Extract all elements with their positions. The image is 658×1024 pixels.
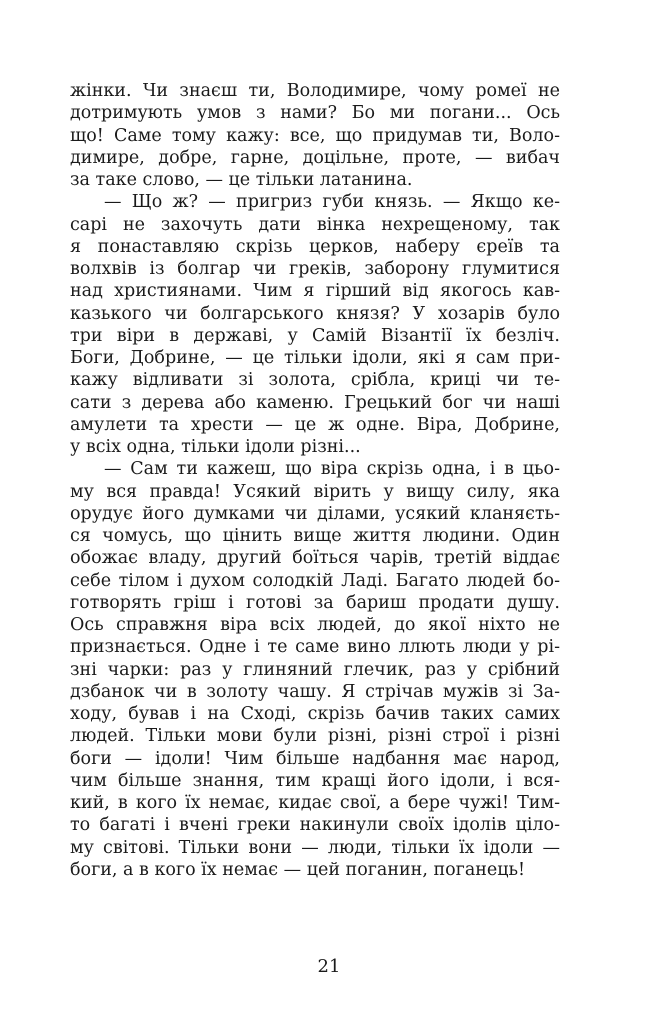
- text-line: амулети та хрести — це ж одне. Віра, Добрине,: [70, 414, 560, 435]
- text-line: ходу, бував і на Сході, скрізь бачив таких самих: [70, 704, 560, 724]
- text-line: то багаті і вчені греки накинули своїх ідолів ціло-: [70, 815, 560, 836]
- text-line: ся чомусь, що цінить вище життя людини. Один: [70, 526, 560, 546]
- text-line: що! Саме тому кажу: все, що придумав ти, Воло-: [70, 125, 560, 146]
- text-line: димире, добре, гарне, доцільне, проте, — вибач: [70, 147, 560, 168]
- text-line: сарі не захочуть дати вінка нехрещеному, так: [70, 214, 560, 235]
- text-line: чим більше знання, тим кращі його ідоли, і вся-: [70, 770, 560, 791]
- text-line: у всіх одна, тільки ідоли різні...: [70, 437, 361, 457]
- text-line: готворять гріш і готові за бариш продати душу.: [70, 592, 560, 613]
- text-line: за таке слово, — це тільки латанина.: [70, 170, 413, 190]
- text-line: людей. Тільки мови були різні, різні строї і різні: [70, 726, 560, 747]
- text-line: обожає владу, другий боїться чарів, третій віддає: [70, 548, 560, 569]
- text-line: кий, в кого їх немає, кидає свої, а бере чужі! Тим-: [70, 793, 560, 813]
- text-line: му світові. Тільки вони — люди, тільки їх ідоли —: [70, 837, 560, 858]
- text-line: боги, а в кого їх немає — цей поганин, поганець!: [70, 859, 526, 880]
- text-line: — Що ж? — пригриз губи князь. — Якщо ке-: [104, 192, 560, 213]
- text-line: му вся правда! Усякий вірить у вищу силу, яка: [70, 481, 560, 502]
- text-line: три віри в державі, у Самій Візантії їх безліч.: [70, 325, 560, 346]
- text-line: казького чи болгарського князя? У хозарів було: [70, 303, 560, 324]
- paragraph: [70, 191, 560, 458]
- text-line: волхвів із болгар чи греків, заборону глумитися: [70, 259, 560, 279]
- text-line: дзбанок чи в золоту чашу. Я стрічав мужів зі За-: [70, 681, 560, 702]
- text-line: дотримують умов з нами? Бо ми погани... Ось: [70, 103, 560, 124]
- text-line: — Сам ти кажеш, що віра скрізь одна, і в цьо-: [104, 459, 560, 480]
- text-line: я понаставляю скрізь церков, наберу єреїв та: [70, 236, 560, 257]
- text-line: орудує його думками чи ділами, усякий кланяєть-: [70, 503, 560, 524]
- text-line: кажу відливати зі золота, срібла, криці чи те-: [70, 370, 560, 391]
- paragraph: [70, 80, 560, 191]
- page-text-body: [70, 80, 560, 930]
- text-line: Боги, Добрине, — це тільки ідоли, які я сам при-: [70, 348, 560, 368]
- text-line: жінки. Чи знаєш ти, Володимире, чому ромеї не: [70, 81, 560, 101]
- text-line: сати з дерева або каменю. Грецький бог чи наші: [70, 392, 560, 413]
- text-line: Ось справжня віра всіх людей, до якої ніхто не: [70, 615, 560, 635]
- text-line: боги — ідоли! Чим більше надбання має народ,: [70, 748, 560, 769]
- text-line: зні чарки: раз у глиняний глечик, раз у срібний: [70, 659, 560, 680]
- page-number: 21: [317, 956, 341, 977]
- paragraph: [70, 458, 560, 881]
- text-line: себе тілом і духом солодкій Ладі. Багато людей бо-: [70, 570, 560, 591]
- text-line: признається. Одне і те саме вино ллють люди у рі-: [70, 637, 560, 658]
- text-line: над християнами. Чим я гірший від якогось кав-: [70, 281, 560, 302]
